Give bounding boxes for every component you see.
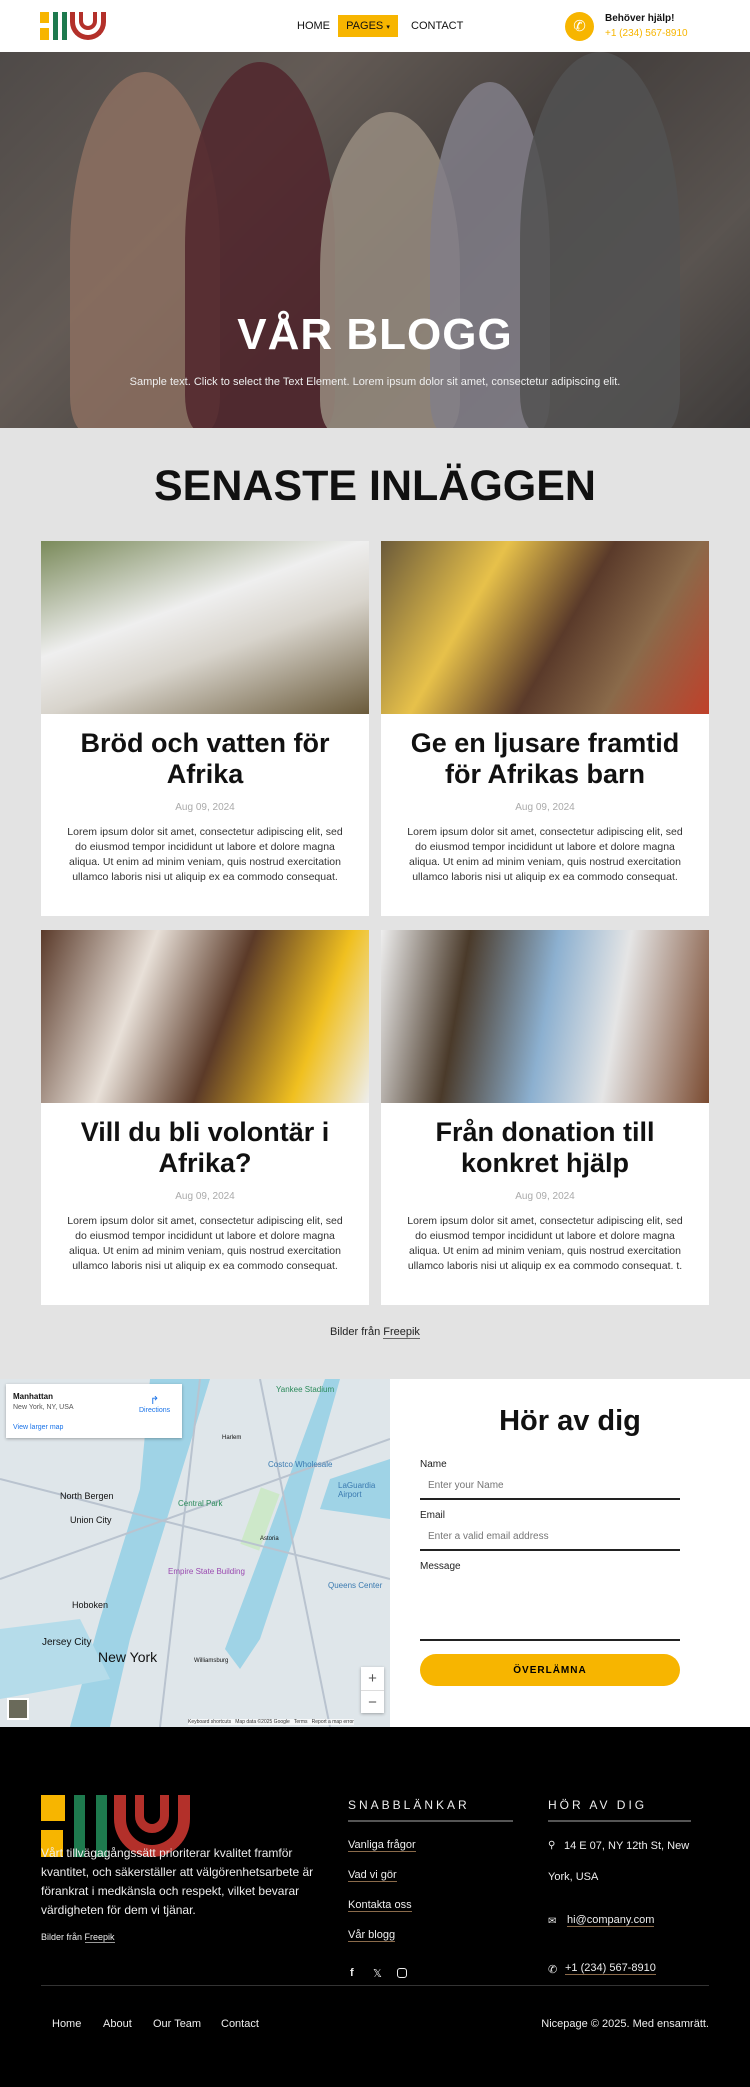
map-label: Jersey City (42, 1637, 92, 1648)
post-excerpt: Lorem ipsum dolor sit amet, consectetur adipiscing elit, sed do eiusmod tempor incididunt ut labore et dolore magna aliqua. Ut enim ad minim veniam, quis nostrud exercitation ullamco laboris nisi ut aliquip ex ea commodo consequat. (67, 1215, 343, 1272)
instagram-icon[interactable] (397, 1968, 407, 1978)
nav-pages-label: PAGES (346, 20, 384, 32)
chevron-down-icon: ▾ (386, 24, 390, 31)
image-credit (0, 1326, 750, 1338)
map-label: Hoboken (72, 1600, 109, 1610)
map-zoom-control (361, 1667, 384, 1713)
nav-pages[interactable] (338, 15, 398, 37)
zoom-out-button[interactable]: − (361, 1690, 384, 1713)
nav-home[interactable]: HOME (297, 20, 330, 32)
map-label: Central Park (178, 1499, 223, 1508)
map-label: Harlem (222, 1435, 242, 1441)
post-excerpt: Lorem ipsum dolor sit amet, consectetur adipiscing elit, sed do eiusmod tempor incididunt ut labore et dolore magna aliqua. Ut enim ad minim veniam, quis nostrud exercitation ullamco laboris nisi ut aliquip ex ea commodo consequat. (67, 826, 343, 883)
message-label: Message (420, 1561, 461, 1572)
freepik-link[interactable]: Freepik (383, 1326, 420, 1338)
post-image (381, 930, 709, 1103)
map-footer: Keyboard shortcuts Map data ©2025 Google Terms Report a map error (188, 1719, 354, 1725)
map-embed[interactable] (0, 1379, 390, 1727)
phone-icon: ✆ (565, 12, 594, 41)
contact-title: Hör av dig (499, 1405, 641, 1437)
help-title: Behöver hjälp! (605, 13, 675, 24)
quick-links-title: SNABBLÄNKAR (348, 1798, 513, 1822)
footer-address: 14 E 07, NY 12th St, New York, USA (548, 1840, 690, 1883)
post-date: Aug 09, 2024 (175, 802, 235, 813)
post-image (381, 541, 709, 714)
hero-subtitle: Sample text. Click to select the Text Element. Lorem ipsum dolor sit amet, consectetur adipiscing elit. (129, 376, 621, 388)
footer-link-blog[interactable]: Vår blogg (348, 1929, 396, 1941)
blog-card[interactable] (41, 541, 369, 916)
contact-title: HÖR AV DIG (548, 1798, 691, 1822)
post-image (41, 541, 369, 714)
location-pin-icon: ⚲ (548, 1840, 556, 1851)
logo[interactable] (40, 12, 106, 40)
map-label: North Bergen (60, 1491, 114, 1501)
help-phone[interactable]: +1 (234) 567-8910 (605, 28, 688, 39)
map-label: Empire State Building (168, 1567, 245, 1576)
hero (0, 52, 750, 428)
post-date: Aug 09, 2024 (515, 1191, 575, 1202)
map-label: Union City (70, 1515, 112, 1525)
blog-card[interactable] (381, 930, 709, 1305)
blog-card[interactable] (381, 541, 709, 916)
facebook-icon[interactable]: f (350, 1967, 354, 1979)
directions-button[interactable] (139, 1394, 170, 1414)
bottom-nav-home[interactable]: Home (52, 2018, 82, 2030)
footer-link-contact[interactable]: Kontakta oss (348, 1899, 412, 1911)
map-label: Costco Wholesale (268, 1460, 333, 1469)
post-title[interactable]: Bröd och vatten för Afrika (80, 728, 330, 789)
submit-button[interactable]: ÖVERLÄMNA (420, 1654, 680, 1686)
map-label: New York (98, 1649, 158, 1665)
email-input[interactable] (420, 1523, 680, 1551)
mail-icon: ✉ (548, 1916, 557, 1927)
bottom-nav-contact[interactable]: Contact (221, 2018, 259, 2030)
nav-contact[interactable]: CONTACT (411, 20, 464, 32)
map-label: Williamsburg (194, 1658, 229, 1664)
phone-icon: ✆ (548, 1964, 558, 1976)
contact-form (390, 1379, 750, 1727)
map-label: Yankee Stadium (276, 1385, 335, 1394)
footer-phone[interactable]: +1 (234) 567-8910 (565, 1962, 656, 1974)
post-image (41, 930, 369, 1103)
name-input[interactable] (420, 1472, 680, 1500)
section-title: SENASTE INLÄGGEN (154, 462, 596, 510)
post-title[interactable]: Ge en ljusare framtid för Afrikas barn (410, 728, 680, 789)
footer-credit (41, 1932, 115, 1942)
map-label: Astoria (260, 1536, 279, 1542)
hero-title: VÅR BLOGG (237, 310, 513, 359)
map-label: Queens Center (328, 1581, 383, 1590)
x-twitter-icon[interactable]: 𝕏 (373, 1968, 382, 1980)
blog-section (0, 428, 750, 1379)
post-date: Aug 09, 2024 (515, 802, 575, 813)
satellite-toggle[interactable] (7, 1698, 29, 1720)
view-larger-map-link[interactable]: View larger map (13, 1424, 64, 1431)
footer-email[interactable]: hi@company.com (567, 1914, 655, 1926)
post-excerpt: Lorem ipsum dolor sit amet, consectetur adipiscing elit, sed do eiusmod tempor incididunt ut labore et dolore magna aliqua. Ut enim ad minim veniam, quis nostrud exercitation ullamco laboris nisi ut aliquip ex ea commodo consequat. (407, 826, 683, 883)
post-date: Aug 09, 2024 (175, 1191, 235, 1202)
bottom-nav-about[interactable]: About (103, 2018, 132, 2030)
map-address: New York, NY, USA (13, 1404, 74, 1411)
blog-card[interactable] (41, 930, 369, 1305)
credit-text: Bilder från (330, 1326, 381, 1338)
post-title[interactable]: Från donation till konkret hjälp (435, 1117, 655, 1178)
site-header (0, 0, 750, 52)
copyright: Nicepage © 2025. Med ensamrätt. (541, 2018, 709, 2030)
directions-label: Directions (139, 1407, 171, 1414)
post-title[interactable]: Vill du bli volontär i Afrika? (80, 1117, 330, 1178)
directions-icon: ↱ (149, 1395, 160, 1407)
email-label: Email (420, 1510, 446, 1521)
map-label: LaGuardia Airport (338, 1481, 376, 1499)
name-label: Name (420, 1459, 447, 1470)
bottom-nav-team[interactable]: Our Team (153, 2018, 202, 2030)
footer-link-faq[interactable]: Vanliga frågor (348, 1839, 416, 1851)
footer-divider (41, 1985, 709, 1986)
post-excerpt: Lorem ipsum dolor sit amet, consectetur adipiscing elit, sed do eiusmod tempor incididunt ut labore et dolore magna aliqua. Ut enim ad minim veniam, quis nostrud exercitation ullamco laboris nisi ut aliquip ex ea commodo consequat. t. (407, 1215, 683, 1272)
zoom-in-button[interactable]: + (368, 1670, 377, 1687)
site-footer (0, 1727, 750, 2087)
credit-text: Bilder från (41, 1932, 83, 1942)
footer-link-what-we-do[interactable]: Vad vi gör (348, 1869, 397, 1881)
freepik-link[interactable]: Freepik (84, 1932, 115, 1942)
footer-about: Vårt tillvägagångssätt prioriterar kvalitet framför kvantitet, och säkerställer att välgörenhetsarbete är förankrat i medkänsla och respekt, vilket bevarar värdigheten för dem vi tjänar. (41, 1846, 314, 1917)
map-place: Manhattan (13, 1392, 53, 1401)
message-input[interactable] (420, 1575, 680, 1641)
map-info-card (6, 1384, 182, 1438)
